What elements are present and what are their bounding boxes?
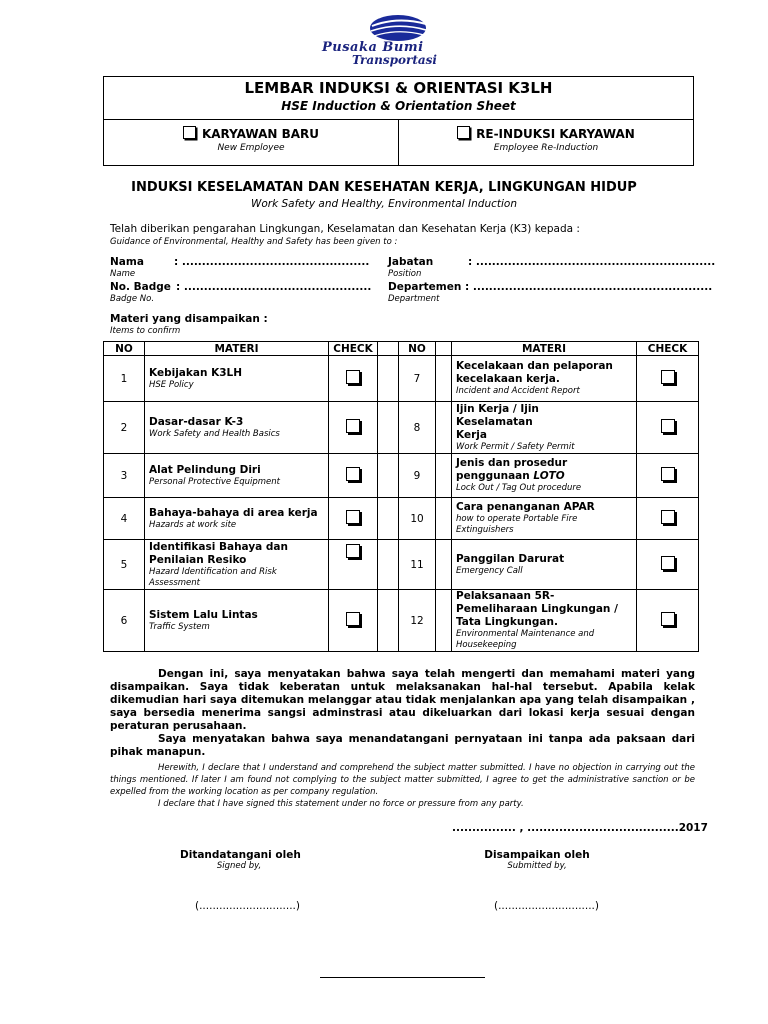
- check-cell[interactable]: [637, 454, 699, 498]
- row-materi: [452, 454, 637, 498]
- position-field[interactable]: : ............................................................: [468, 256, 716, 268]
- page-title: LEMBAR INDUKSI & ORIENTASI K3LH: [244, 79, 553, 97]
- spacer-cell: [378, 590, 399, 652]
- row-no: 9: [399, 454, 436, 498]
- materi-title: [456, 457, 586, 483]
- materi-en: how to operate Portable Fire Extinguishers: [456, 514, 578, 535]
- spacer-cell: [378, 498, 399, 540]
- department-label: Departemen: [388, 281, 462, 293]
- spacer-cell: [436, 454, 452, 498]
- intro-text-en: Guidance of Environmental, Healthy and Safety has been given to :: [110, 237, 398, 247]
- checkbox-icon[interactable]: [346, 544, 360, 558]
- intro-text: Telah diberikan pengarahan Lingkungan, Keselamatan dan Kesehatan Kerja (K3) kepada :: [110, 223, 580, 235]
- materi-en: Lock Out / Tag Out procedure: [456, 483, 582, 493]
- date-line[interactable]: ................ , ......................................2017: [452, 822, 708, 834]
- row-no: 5: [104, 540, 145, 590]
- employee-type-row: [104, 119, 693, 165]
- declaration-en-paragraph-1: Herewith, I declare that I understand and comprehend the subject matter submitted. I have no objection in carrying out the things mentioned. If later I am found not complying to the subject matter submitted, I agree to get the administrative sanction or be expelled from the working location as per company regulation.: [110, 763, 695, 797]
- check-cell[interactable]: [329, 402, 378, 454]
- signed-by-signature-line[interactable]: (.............................): [195, 900, 300, 912]
- table-row: [104, 402, 699, 454]
- checkbox-icon[interactable]: [346, 510, 360, 524]
- header-no: NO: [104, 342, 145, 356]
- row-no: 2: [104, 402, 145, 454]
- signed-by-label-en: Signed by,: [216, 861, 262, 871]
- materi-title: Bahaya-bahaya di area kerja: [149, 506, 318, 519]
- spacer-cell: [436, 590, 452, 652]
- materi-en: Environmental Maintenance and Housekeeping: [456, 629, 595, 650]
- position-label: Jabatan: [388, 256, 434, 268]
- materi-title: Kebijakan K3LH: [149, 366, 242, 379]
- row-materi: [145, 498, 329, 540]
- check-cell[interactable]: [329, 590, 378, 652]
- checkbox-icon[interactable]: [661, 467, 675, 481]
- submitted-by-label: Disampaikan oleh: [484, 849, 590, 861]
- declaration-text-en: [110, 762, 695, 810]
- row-no: 8: [399, 402, 436, 454]
- option-reinduction-label: RE-INDUKSI KARYAWAN: [476, 127, 635, 141]
- row-materi: [145, 540, 329, 590]
- declaration-paragraph-2: Saya menyatakan bahwa saya menandatangani pernyataan ini tanpa ada paksaan dari pihak manapun.: [110, 733, 695, 758]
- materi-title: Pelaksanaan 5R- Pemeliharaan Lingkungan / Tata Lingkungan.: [456, 590, 618, 628]
- materi-title: Dasar-dasar K-3: [149, 415, 244, 428]
- checkbox-icon[interactable]: [183, 126, 196, 139]
- row-no: 11: [399, 540, 436, 590]
- table-row: [104, 540, 699, 590]
- row-materi: [145, 356, 329, 402]
- check-cell[interactable]: [637, 540, 699, 590]
- header-materi: MATERI: [452, 342, 637, 356]
- spacer-cell: [436, 498, 452, 540]
- materi-title-loto: LOTO: [533, 470, 565, 482]
- table-row: [104, 590, 699, 652]
- declaration-en-paragraph-2: I declare that I have signed this statement under no force or pressure from any party.: [158, 799, 524, 809]
- submitted-by-label-en: Submitted by,: [507, 861, 567, 871]
- row-no: 10: [399, 498, 436, 540]
- row-materi: [145, 590, 329, 652]
- name-label-en: Name: [110, 269, 136, 279]
- badge-label-en: Badge No.: [110, 294, 155, 304]
- footer-divider: [320, 977, 485, 978]
- check-cell[interactable]: [329, 498, 378, 540]
- check-cell[interactable]: [637, 498, 699, 540]
- check-cell[interactable]: [637, 356, 699, 402]
- materi-title: Panggilan Darurat: [456, 552, 565, 565]
- logo-text-line2: Transportasi: [352, 53, 437, 67]
- option-new-employee[interactable]: [104, 120, 398, 165]
- materials-label-en: Items to confirm: [110, 326, 181, 336]
- materi-en: Work Safety and Health Basics: [149, 428, 280, 439]
- checkbox-icon[interactable]: [346, 370, 360, 384]
- materi-title: Cara penanganan APAR: [456, 501, 595, 513]
- checkbox-icon[interactable]: [457, 126, 470, 139]
- spacer-cell: [378, 454, 399, 498]
- check-cell[interactable]: [329, 454, 378, 498]
- checkbox-icon[interactable]: [661, 556, 675, 570]
- materi-en: Hazards at work site: [149, 519, 237, 530]
- row-materi: [145, 454, 329, 498]
- table-row: [104, 454, 699, 498]
- logo-text-line1: Pusaka Bumi: [322, 40, 424, 55]
- spacer-cell: [436, 356, 452, 402]
- materi-en: Incident and Accident Report: [456, 386, 580, 396]
- materials-label: Materi yang disampaikan :: [110, 313, 268, 325]
- page-subtitle: HSE Induction & Orientation Sheet: [281, 99, 516, 113]
- materi-title: Kecelakaan dan pelaporan kecelakaan kerja.: [456, 360, 613, 385]
- name-label: Nama: [110, 256, 144, 268]
- check-cell[interactable]: [329, 540, 378, 590]
- table-row: [104, 498, 699, 540]
- row-materi: [452, 356, 637, 402]
- submitted-by-signature-line[interactable]: (.............................): [494, 900, 599, 912]
- materi-en: Work Permit / Safety Permit: [456, 441, 575, 452]
- position-label-en: Position: [388, 269, 422, 279]
- checkbox-icon[interactable]: [346, 419, 360, 433]
- title-box: [103, 76, 694, 166]
- spacer-cell: [378, 540, 399, 590]
- badge-field[interactable]: : ...............................................: [176, 281, 372, 293]
- row-materi: [452, 498, 637, 540]
- materi-title: Alat Pelindung Diri: [149, 463, 261, 476]
- department-label-en: Department: [388, 294, 440, 304]
- spacer-cell: [378, 402, 399, 454]
- row-materi: [145, 402, 329, 454]
- declaration-paragraph-1: Dengan ini, saya menyatakan bahwa saya telah mengerti dan memahami materi yang disampaikan. Saya tidak keberatan untuk melaksanakan hal-hal tersebut. Apabila kelak dikemudian hari saya ditemukan melanggar atau tidak menjalankan apa yang telah disampaikan , saya bersedia menerima sangsi adminstrasi atau dikeluarkan dari lokasi kerja sesuai dengan peraturan perusahaan.: [110, 668, 695, 732]
- checkbox-icon[interactable]: [661, 510, 675, 524]
- row-no: 7: [399, 356, 436, 402]
- signed-by-label: Ditandatangani oleh: [180, 849, 301, 861]
- materi-title: Ijin Kerja / Ijin Keselamatan Kerja: [456, 402, 539, 441]
- materi-en: Traffic System: [149, 621, 210, 632]
- materi-en: Hazard Identification and Risk Assessment: [149, 566, 277, 588]
- spacer-cell: [378, 342, 399, 356]
- section-subtitle: Work Safety and Healthy, Environmental Induction: [250, 198, 518, 210]
- declaration-text: [110, 668, 695, 759]
- row-no: 12: [399, 590, 436, 652]
- row-no: 4: [104, 498, 145, 540]
- materi-en: HSE Policy: [149, 379, 194, 390]
- option-reinduction[interactable]: [398, 120, 693, 165]
- spacer-cell: [436, 342, 452, 356]
- option-new-label: KARYAWAN BARU: [201, 127, 320, 141]
- materi-title-text: Jenis dan prosedur penggunaan: [456, 457, 568, 482]
- spacer-cell: [436, 402, 452, 454]
- table-row: [104, 356, 699, 402]
- check-cell[interactable]: [329, 356, 378, 402]
- checkbox-icon[interactable]: [661, 419, 675, 433]
- spacer-cell: [436, 540, 452, 590]
- submitted-by-block: [478, 849, 596, 871]
- header-check: CHECK: [637, 342, 699, 356]
- row-no: 1: [104, 356, 145, 402]
- signed-by-block: [180, 849, 301, 871]
- section-title: INDUKSI KESELAMATAN DAN KESEHATAN KERJA, LINGKUNGAN HIDUP: [131, 180, 637, 195]
- row-materi: [452, 590, 637, 652]
- checkbox-icon[interactable]: [661, 370, 675, 384]
- option-new-sublabel: New Employee: [217, 143, 285, 153]
- header-check: CHECK: [329, 342, 378, 356]
- spacer-cell: [378, 356, 399, 402]
- row-no: 3: [104, 454, 145, 498]
- option-reinduction-sublabel: Employee Re-Induction: [493, 143, 599, 153]
- badge-label: No. Badge: [110, 281, 171, 293]
- checkbox-icon[interactable]: [661, 612, 675, 626]
- materi-title: Identifikasi Bahaya dan Penilaian Resiko: [149, 540, 288, 566]
- header-materi: MATERI: [145, 342, 329, 356]
- row-no: 6: [104, 590, 145, 652]
- materi-en: Personal Protective Equipment: [149, 476, 280, 487]
- table-header-row: [104, 342, 699, 356]
- name-field[interactable]: : ...............................................: [174, 256, 370, 268]
- check-cell[interactable]: [637, 402, 699, 454]
- row-materi: [452, 540, 637, 590]
- check-cell[interactable]: [637, 590, 699, 652]
- department-field[interactable]: : ............................................................: [465, 281, 713, 293]
- materi-en: Emergency Call: [456, 565, 523, 576]
- row-materi: [452, 402, 637, 454]
- checkbox-icon[interactable]: [346, 612, 360, 626]
- header-no: NO: [399, 342, 436, 356]
- materi-title: Sistem Lalu Lintas: [149, 608, 258, 621]
- checkbox-icon[interactable]: [346, 467, 360, 481]
- materials-table: [103, 341, 699, 652]
